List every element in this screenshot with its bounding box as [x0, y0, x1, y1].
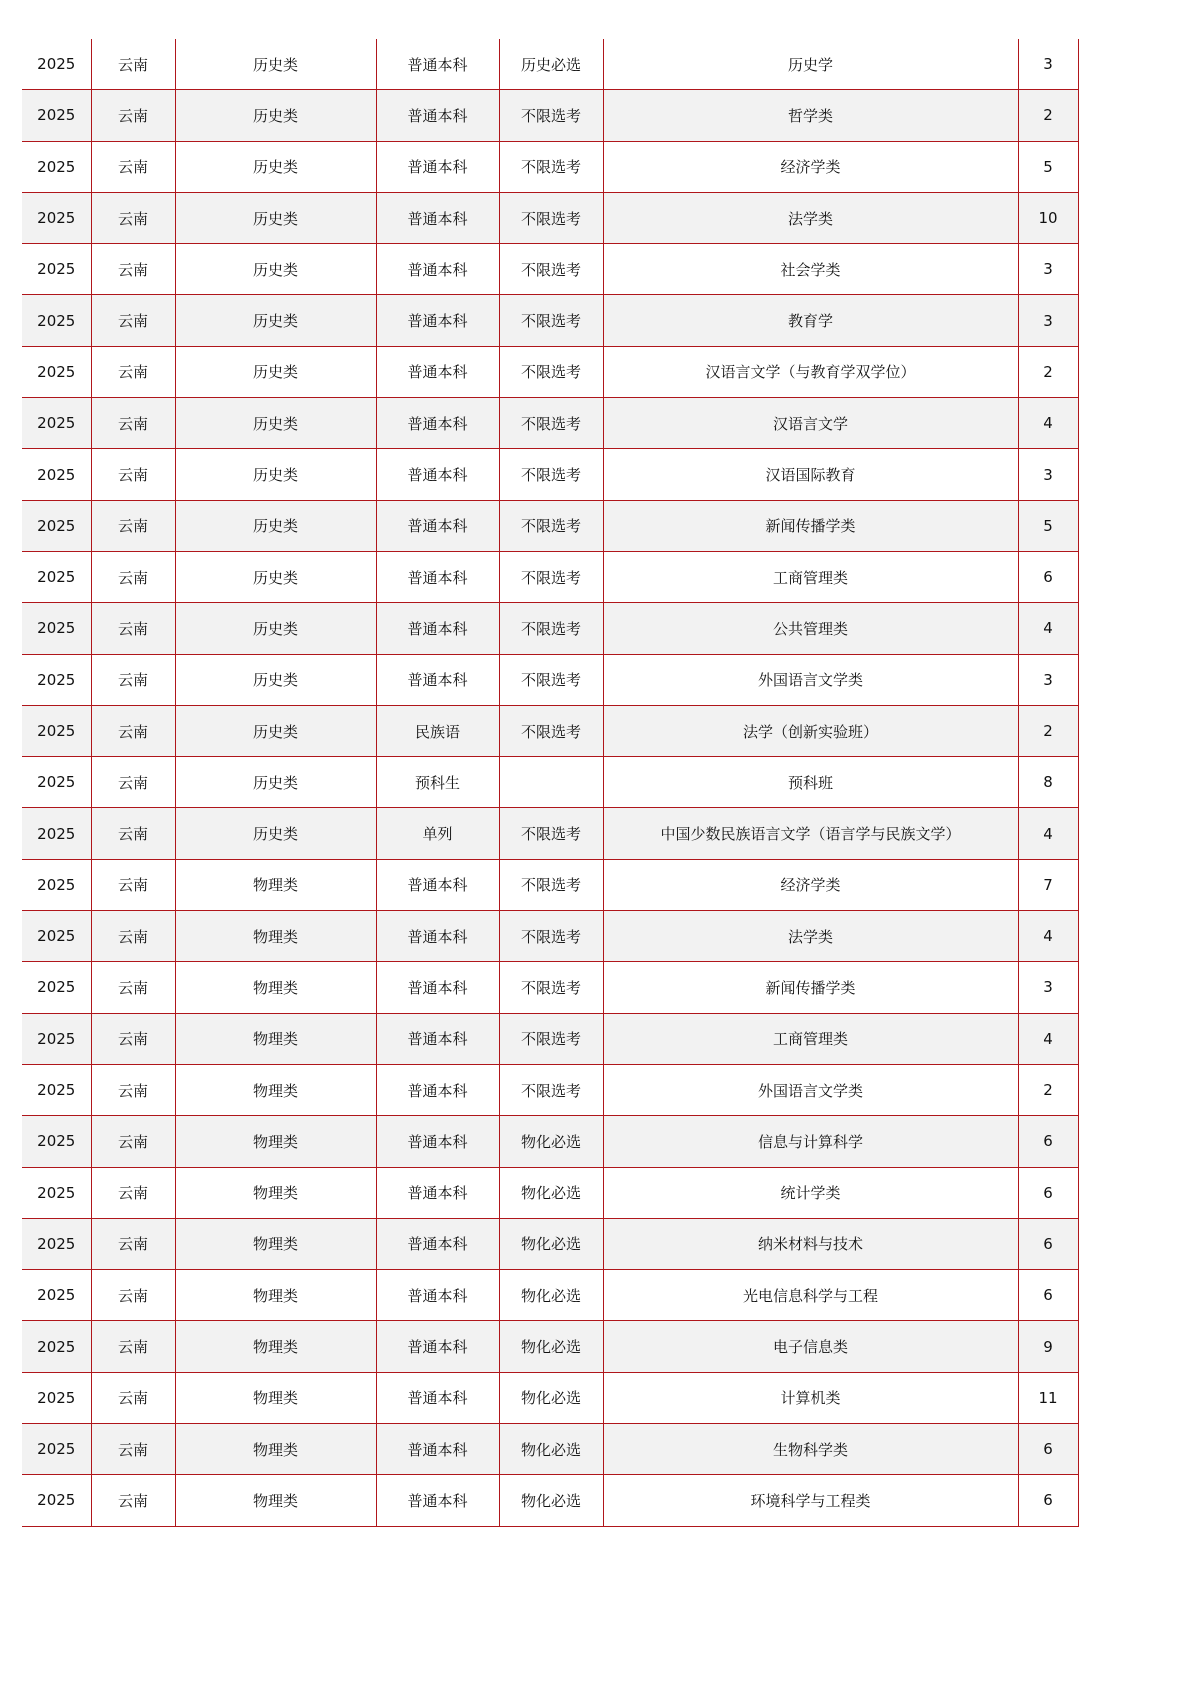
- batch-cell: 普通本科: [376, 192, 499, 243]
- major-name-cell: 电子信息类: [603, 1321, 1018, 1372]
- batch-cell: 普通本科: [376, 500, 499, 551]
- major-name-cell: 生物科学类: [603, 1424, 1018, 1475]
- table-row: [22, 449, 1078, 500]
- subject-category-cell: 物理类: [175, 1013, 376, 1064]
- year-cell: 2025: [22, 603, 91, 654]
- major-name-cell: 社会学类: [603, 244, 1018, 295]
- plan-count-cell: 2: [1018, 1064, 1078, 1115]
- table-row: [22, 551, 1078, 602]
- plan-count-cell: 3: [1018, 449, 1078, 500]
- plan-count-cell: 2: [1018, 90, 1078, 141]
- batch-cell: 普通本科: [376, 346, 499, 397]
- table-row: [22, 295, 1078, 346]
- table-row: [22, 1475, 1078, 1526]
- subject-requirement-cell: 不限选考: [499, 141, 603, 192]
- plan-count-cell: 2: [1018, 346, 1078, 397]
- subject-category-cell: 物理类: [175, 1064, 376, 1115]
- subject-requirement-cell: 不限选考: [499, 654, 603, 705]
- year-cell: 2025: [22, 705, 91, 756]
- year-cell: 2025: [22, 90, 91, 141]
- subject-category-cell: 历史类: [175, 551, 376, 602]
- subject-category-cell: 物理类: [175, 1475, 376, 1526]
- major-name-cell: 教育学: [603, 295, 1018, 346]
- batch-cell: 普通本科: [376, 1218, 499, 1269]
- plan-count-cell: 3: [1018, 654, 1078, 705]
- province-cell: 云南: [91, 346, 175, 397]
- table-row: [22, 39, 1078, 90]
- province-cell: 云南: [91, 1270, 175, 1321]
- subject-category-cell: 历史类: [175, 192, 376, 243]
- subject-requirement-cell: [499, 757, 603, 808]
- major-name-cell: 公共管理类: [603, 603, 1018, 654]
- subject-requirement-cell: 不限选考: [499, 1013, 603, 1064]
- plan-count-cell: 6: [1018, 1270, 1078, 1321]
- province-cell: 云南: [91, 962, 175, 1013]
- table-row: [22, 141, 1078, 192]
- table-row: [22, 244, 1078, 295]
- province-cell: 云南: [91, 1218, 175, 1269]
- batch-cell: 普通本科: [376, 244, 499, 295]
- major-name-cell: 预科班: [603, 757, 1018, 808]
- table-row: [22, 500, 1078, 551]
- major-name-cell: 外国语言文学类: [603, 654, 1018, 705]
- subject-category-cell: 历史类: [175, 398, 376, 449]
- plan-count-cell: 11: [1018, 1372, 1078, 1423]
- table-row: [22, 1013, 1078, 1064]
- table-row: [22, 398, 1078, 449]
- subject-requirement-cell: 不限选考: [499, 705, 603, 756]
- province-cell: 云南: [91, 500, 175, 551]
- subject-category-cell: 物理类: [175, 911, 376, 962]
- province-cell: 云南: [91, 398, 175, 449]
- province-cell: 云南: [91, 295, 175, 346]
- subject-category-cell: 物理类: [175, 1218, 376, 1269]
- province-cell: 云南: [91, 1167, 175, 1218]
- plan-count-cell: 9: [1018, 1321, 1078, 1372]
- subject-category-cell: 物理类: [175, 1321, 376, 1372]
- subject-category-cell: 历史类: [175, 757, 376, 808]
- province-cell: 云南: [91, 808, 175, 859]
- major-name-cell: 经济学类: [603, 859, 1018, 910]
- table-row: [22, 1218, 1078, 1269]
- table-row: [22, 192, 1078, 243]
- batch-cell: 预科生: [376, 757, 499, 808]
- batch-cell: 普通本科: [376, 1372, 499, 1423]
- table-row: [22, 808, 1078, 859]
- subject-requirement-cell: 不限选考: [499, 1064, 603, 1115]
- table-row: [22, 1116, 1078, 1167]
- major-name-cell: 法学（创新实验班）: [603, 705, 1018, 756]
- batch-cell: 普通本科: [376, 398, 499, 449]
- enrollment-plan-table: [22, 39, 1079, 1527]
- province-cell: 云南: [91, 39, 175, 90]
- major-name-cell: 汉语言文学: [603, 398, 1018, 449]
- subject-category-cell: 历史类: [175, 244, 376, 295]
- major-name-cell: 经济学类: [603, 141, 1018, 192]
- batch-cell: 普通本科: [376, 1321, 499, 1372]
- table-row: [22, 1372, 1078, 1423]
- year-cell: 2025: [22, 244, 91, 295]
- table-row: [22, 859, 1078, 910]
- batch-cell: 普通本科: [376, 1475, 499, 1526]
- year-cell: 2025: [22, 500, 91, 551]
- year-cell: 2025: [22, 449, 91, 500]
- province-cell: 云南: [91, 859, 175, 910]
- year-cell: 2025: [22, 1116, 91, 1167]
- year-cell: 2025: [22, 1270, 91, 1321]
- subject-category-cell: 历史类: [175, 808, 376, 859]
- plan-count-cell: 5: [1018, 141, 1078, 192]
- province-cell: 云南: [91, 1321, 175, 1372]
- batch-cell: 民族语: [376, 705, 499, 756]
- subject-requirement-cell: 物化必选: [499, 1270, 603, 1321]
- table-row: [22, 962, 1078, 1013]
- plan-count-cell: 3: [1018, 244, 1078, 295]
- year-cell: 2025: [22, 192, 91, 243]
- subject-requirement-cell: 不限选考: [499, 500, 603, 551]
- year-cell: 2025: [22, 295, 91, 346]
- table-row: [22, 757, 1078, 808]
- year-cell: 2025: [22, 1372, 91, 1423]
- province-cell: 云南: [91, 1064, 175, 1115]
- major-name-cell: 工商管理类: [603, 551, 1018, 602]
- year-cell: 2025: [22, 1064, 91, 1115]
- subject-category-cell: 物理类: [175, 962, 376, 1013]
- batch-cell: 普通本科: [376, 911, 499, 962]
- plan-count-cell: 3: [1018, 39, 1078, 90]
- plan-count-cell: 3: [1018, 962, 1078, 1013]
- plan-count-cell: 6: [1018, 1218, 1078, 1269]
- major-name-cell: 工商管理类: [603, 1013, 1018, 1064]
- plan-count-cell: 6: [1018, 1475, 1078, 1526]
- year-cell: 2025: [22, 398, 91, 449]
- subject-category-cell: 历史类: [175, 39, 376, 90]
- subject-category-cell: 历史类: [175, 346, 376, 397]
- batch-cell: 普通本科: [376, 1270, 499, 1321]
- subject-requirement-cell: 不限选考: [499, 90, 603, 141]
- year-cell: 2025: [22, 39, 91, 90]
- year-cell: 2025: [22, 808, 91, 859]
- major-name-cell: 计算机类: [603, 1372, 1018, 1423]
- year-cell: 2025: [22, 1424, 91, 1475]
- subject-requirement-cell: 不限选考: [499, 346, 603, 397]
- subject-requirement-cell: 不限选考: [499, 808, 603, 859]
- batch-cell: 普通本科: [376, 603, 499, 654]
- year-cell: 2025: [22, 1475, 91, 1526]
- major-name-cell: 中国少数民族语言文学（语言学与民族文学）: [603, 808, 1018, 859]
- batch-cell: 普通本科: [376, 295, 499, 346]
- table-row: [22, 1270, 1078, 1321]
- subject-requirement-cell: 物化必选: [499, 1424, 603, 1475]
- year-cell: 2025: [22, 1013, 91, 1064]
- major-name-cell: 法学类: [603, 192, 1018, 243]
- subject-category-cell: 历史类: [175, 295, 376, 346]
- province-cell: 云南: [91, 244, 175, 295]
- table-row: [22, 654, 1078, 705]
- plan-count-cell: 5: [1018, 500, 1078, 551]
- subject-requirement-cell: 不限选考: [499, 911, 603, 962]
- plan-count-cell: 6: [1018, 551, 1078, 602]
- plan-count-cell: 8: [1018, 757, 1078, 808]
- year-cell: 2025: [22, 1321, 91, 1372]
- subject-category-cell: 物理类: [175, 1270, 376, 1321]
- province-cell: 云南: [91, 654, 175, 705]
- batch-cell: 普通本科: [376, 654, 499, 705]
- table-row: [22, 346, 1078, 397]
- province-cell: 云南: [91, 192, 175, 243]
- subject-requirement-cell: 历史必选: [499, 39, 603, 90]
- province-cell: 云南: [91, 757, 175, 808]
- subject-requirement-cell: 不限选考: [499, 398, 603, 449]
- subject-requirement-cell: 不限选考: [499, 551, 603, 602]
- subject-requirement-cell: 物化必选: [499, 1475, 603, 1526]
- major-name-cell: 纳米材料与技术: [603, 1218, 1018, 1269]
- subject-requirement-cell: 不限选考: [499, 244, 603, 295]
- table-row: [22, 705, 1078, 756]
- plan-count-cell: 4: [1018, 911, 1078, 962]
- table-row: [22, 90, 1078, 141]
- major-name-cell: 历史学: [603, 39, 1018, 90]
- batch-cell: 普通本科: [376, 90, 499, 141]
- year-cell: 2025: [22, 859, 91, 910]
- province-cell: 云南: [91, 449, 175, 500]
- province-cell: 云南: [91, 1372, 175, 1423]
- subject-category-cell: 历史类: [175, 654, 376, 705]
- year-cell: 2025: [22, 1218, 91, 1269]
- major-name-cell: 新闻传播学类: [603, 500, 1018, 551]
- subject-category-cell: 物理类: [175, 1116, 376, 1167]
- subject-requirement-cell: 不限选考: [499, 449, 603, 500]
- province-cell: 云南: [91, 90, 175, 141]
- major-name-cell: 哲学类: [603, 90, 1018, 141]
- subject-category-cell: 历史类: [175, 141, 376, 192]
- plan-count-cell: 7: [1018, 859, 1078, 910]
- year-cell: 2025: [22, 346, 91, 397]
- province-cell: 云南: [91, 1013, 175, 1064]
- year-cell: 2025: [22, 1167, 91, 1218]
- batch-cell: 普通本科: [376, 1116, 499, 1167]
- major-name-cell: 汉语国际教育: [603, 449, 1018, 500]
- province-cell: 云南: [91, 141, 175, 192]
- batch-cell: 普通本科: [376, 1167, 499, 1218]
- subject-requirement-cell: 不限选考: [499, 603, 603, 654]
- plan-count-cell: 6: [1018, 1167, 1078, 1218]
- major-name-cell: 汉语言文学（与教育学双学位）: [603, 346, 1018, 397]
- province-cell: 云南: [91, 1475, 175, 1526]
- batch-cell: 普通本科: [376, 962, 499, 1013]
- subject-requirement-cell: 物化必选: [499, 1321, 603, 1372]
- batch-cell: 单列: [376, 808, 499, 859]
- subject-category-cell: 历史类: [175, 90, 376, 141]
- subject-requirement-cell: 不限选考: [499, 192, 603, 243]
- province-cell: 云南: [91, 1116, 175, 1167]
- plan-count-cell: 2: [1018, 705, 1078, 756]
- table-row: [22, 911, 1078, 962]
- province-cell: 云南: [91, 705, 175, 756]
- subject-requirement-cell: 不限选考: [499, 962, 603, 1013]
- table-row: [22, 1167, 1078, 1218]
- subject-category-cell: 物理类: [175, 1372, 376, 1423]
- plan-count-cell: 6: [1018, 1424, 1078, 1475]
- subject-requirement-cell: 物化必选: [499, 1116, 603, 1167]
- plan-count-cell: 4: [1018, 398, 1078, 449]
- batch-cell: 普通本科: [376, 859, 499, 910]
- batch-cell: 普通本科: [376, 1064, 499, 1115]
- batch-cell: 普通本科: [376, 551, 499, 602]
- major-name-cell: 信息与计算科学: [603, 1116, 1018, 1167]
- batch-cell: 普通本科: [376, 1013, 499, 1064]
- batch-cell: 普通本科: [376, 1424, 499, 1475]
- plan-count-cell: 4: [1018, 603, 1078, 654]
- province-cell: 云南: [91, 1424, 175, 1475]
- table-row: [22, 1424, 1078, 1475]
- subject-category-cell: 历史类: [175, 449, 376, 500]
- subject-category-cell: 历史类: [175, 705, 376, 756]
- major-name-cell: 新闻传播学类: [603, 962, 1018, 1013]
- subject-category-cell: 物理类: [175, 859, 376, 910]
- year-cell: 2025: [22, 551, 91, 602]
- major-name-cell: 环境科学与工程类: [603, 1475, 1018, 1526]
- plan-count-cell: 10: [1018, 192, 1078, 243]
- major-name-cell: 统计学类: [603, 1167, 1018, 1218]
- subject-category-cell: 物理类: [175, 1167, 376, 1218]
- major-name-cell: 法学类: [603, 911, 1018, 962]
- table-row: [22, 1321, 1078, 1372]
- subject-requirement-cell: 不限选考: [499, 859, 603, 910]
- subject-category-cell: 历史类: [175, 500, 376, 551]
- subject-requirement-cell: 物化必选: [499, 1218, 603, 1269]
- province-cell: 云南: [91, 551, 175, 602]
- table-row: [22, 603, 1078, 654]
- province-cell: 云南: [91, 911, 175, 962]
- batch-cell: 普通本科: [376, 141, 499, 192]
- subject-category-cell: 历史类: [175, 603, 376, 654]
- subject-requirement-cell: 不限选考: [499, 295, 603, 346]
- plan-count-cell: 4: [1018, 1013, 1078, 1064]
- plan-count-cell: 3: [1018, 295, 1078, 346]
- major-name-cell: 光电信息科学与工程: [603, 1270, 1018, 1321]
- subject-category-cell: 物理类: [175, 1424, 376, 1475]
- batch-cell: 普通本科: [376, 449, 499, 500]
- year-cell: 2025: [22, 141, 91, 192]
- province-cell: 云南: [91, 603, 175, 654]
- year-cell: 2025: [22, 911, 91, 962]
- subject-requirement-cell: 物化必选: [499, 1167, 603, 1218]
- year-cell: 2025: [22, 654, 91, 705]
- table-row: [22, 1064, 1078, 1115]
- year-cell: 2025: [22, 757, 91, 808]
- subject-requirement-cell: 物化必选: [499, 1372, 603, 1423]
- major-name-cell: 外国语言文学类: [603, 1064, 1018, 1115]
- plan-count-cell: 4: [1018, 808, 1078, 859]
- plan-count-cell: 6: [1018, 1116, 1078, 1167]
- batch-cell: 普通本科: [376, 39, 499, 90]
- year-cell: 2025: [22, 962, 91, 1013]
